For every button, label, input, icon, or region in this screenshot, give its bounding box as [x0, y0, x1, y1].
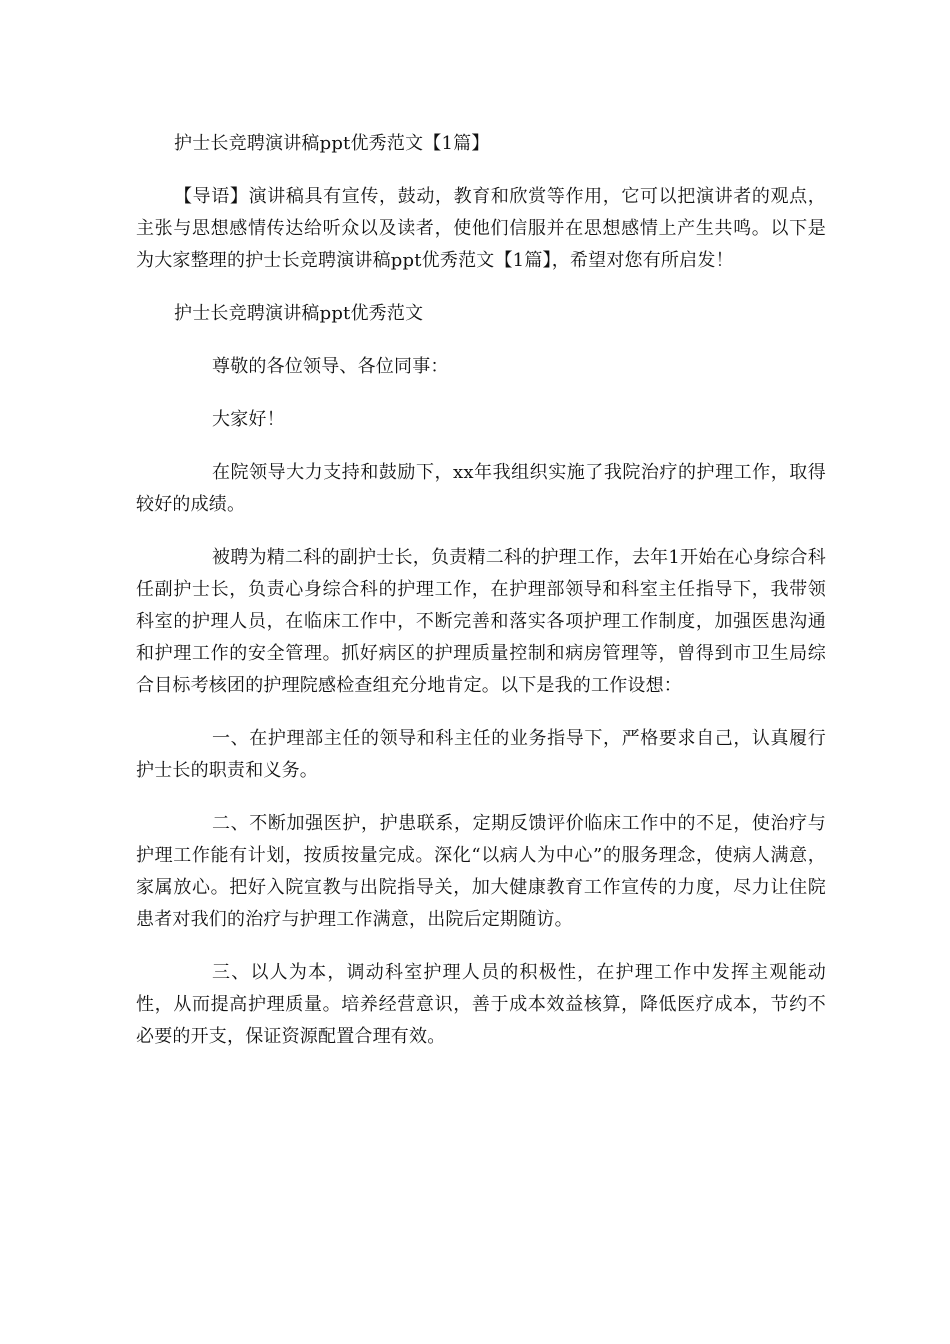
body-paragraph: 二、不断加强医护，护患联系，定期反馈评价临床工作中的不足，使治疗与护理工作能有计划，按质按量完成。深化“以病人为中心”的服务理念，使病人满意，家属放心。把好入院宣教与出院指导关，加大健康教育工作宣传的力度，尽力让住院患者对我们的治疗与护理工作满意，出院后定期随访。	[136, 813, 826, 930]
intro-paragraph: 【导语】演讲稿具有宣传，鼓动，教育和欣赏等作用，它可以把演讲者的观点，主张与思想感情传达给听众以及读者，使他们信服并在思想感情上产生共鸣。以下是为大家整理的护士长竞聘演讲稿ppt优秀范文【1篇】，希望对您有所启发！	[136, 186, 826, 271]
body-paragraph: 三、以人为本，调动科室护理人员的积极性，在护理工作中发挥主观能动性，从而提高护理质量。培养经营意识，善于成本效益核算，降低医疗成本，节约不必要的开支，保证资源配置合理有效。	[136, 962, 826, 1047]
greeting: 大家好！	[212, 409, 285, 430]
body-paragraph: 被聘为精二科的副护士长，负责精二科的护理工作，去年1开始在心身综合科任副护士长，负责心身综合科的护理工作，在护理部领导和科室主任指导下，我带领科室的护理人员，在临床工作中，不断完善和落实各项护理工作制度，加强医患沟通和护理工作的安全管理。抓好病区的护理质量控制和病房管理等，曾得到市卫生局综合目标考核团的护理院感检查组充分地肯定。以下是我的工作设想：	[136, 547, 826, 696]
salutation: 尊敬的各位领导、各位同事：	[212, 356, 449, 377]
document-page	[136, 128, 826, 1074]
speech-title: 护士长竞聘演讲稿ppt优秀范文	[174, 303, 424, 324]
document-title: 护士长竞聘演讲稿ppt优秀范文【1篇】	[174, 133, 490, 154]
body-paragraph: 一、在护理部主任的领导和科主任的业务指导下，严格要求自己，认真履行护士长的职责和义务。	[136, 728, 826, 781]
body-paragraph: 在院领导大力支持和鼓励下，xx年我组织实施了我院治疗的护理工作，取得较好的成绩。	[136, 462, 826, 515]
